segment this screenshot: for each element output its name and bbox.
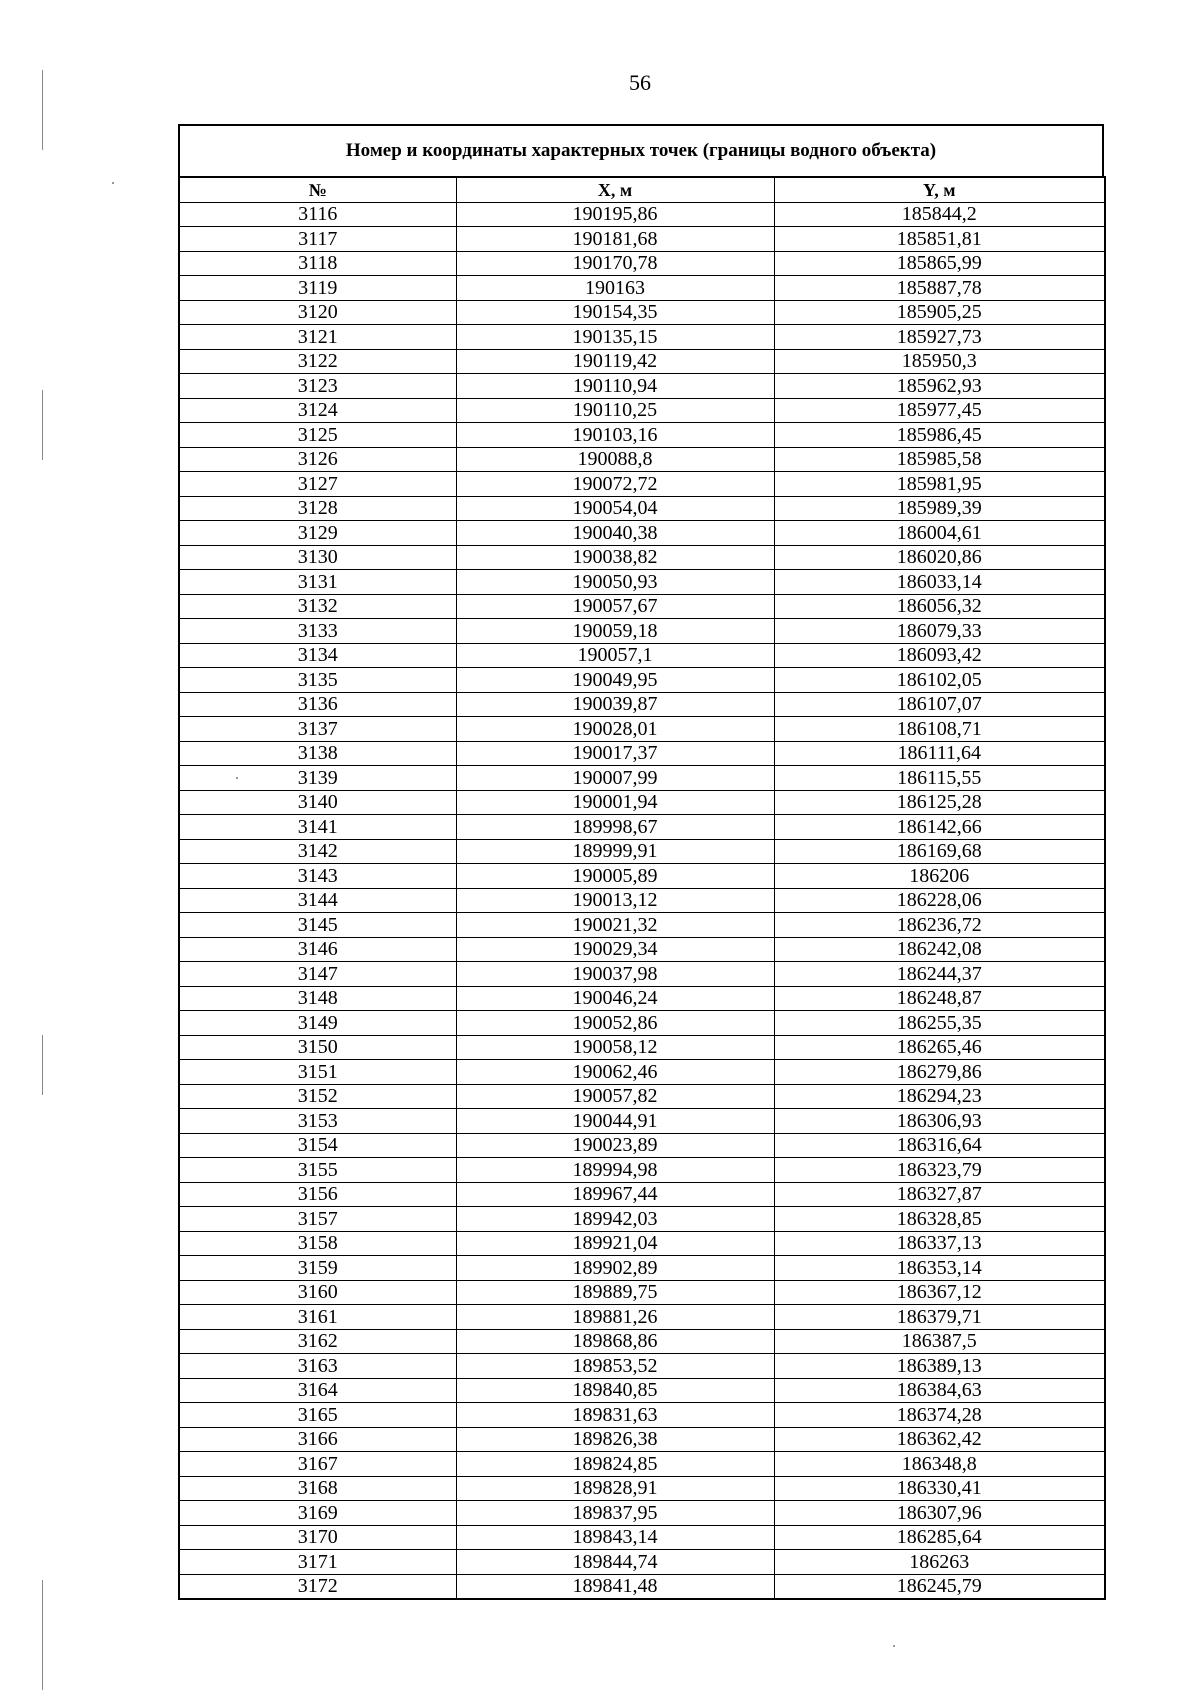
- x-coordinate-cell: 190029,34: [456, 937, 774, 962]
- point-number-cell: 3162: [179, 1329, 456, 1354]
- table-row: [179, 619, 1105, 644]
- y-coordinate-cell: 185950,3: [774, 349, 1105, 374]
- x-coordinate-cell: 190057,67: [456, 594, 774, 619]
- y-coordinate-cell: 185844,2: [774, 202, 1105, 227]
- y-coordinate-cell: 186306,93: [774, 1109, 1105, 1134]
- table-row: [179, 251, 1105, 276]
- table-row: [179, 300, 1105, 325]
- point-number-cell: 3146: [179, 937, 456, 962]
- table-row: [179, 1207, 1105, 1232]
- x-coordinate-cell: 189967,44: [456, 1182, 774, 1207]
- table-row: [179, 1231, 1105, 1256]
- table-row: [179, 1011, 1105, 1036]
- table-row: [179, 447, 1105, 472]
- y-coordinate-cell: 186056,32: [774, 594, 1105, 619]
- y-coordinate-cell: 186374,28: [774, 1403, 1105, 1428]
- y-coordinate-cell: 186348,8: [774, 1452, 1105, 1477]
- x-coordinate-cell: 190005,89: [456, 864, 774, 889]
- point-number-cell: 3142: [179, 839, 456, 864]
- point-number-cell: 3141: [179, 815, 456, 840]
- table-row: [179, 1182, 1105, 1207]
- table-row: [179, 521, 1105, 546]
- y-coordinate-cell: 186367,12: [774, 1280, 1105, 1305]
- x-coordinate-cell: 190040,38: [456, 521, 774, 546]
- point-number-cell: 3151: [179, 1060, 456, 1085]
- y-coordinate-cell: 185962,93: [774, 374, 1105, 399]
- x-coordinate-cell: 189840,85: [456, 1378, 774, 1403]
- table-row: [179, 496, 1105, 521]
- scan-margin-mark: [42, 1035, 43, 1095]
- x-coordinate-cell: 190163: [456, 276, 774, 301]
- x-coordinate-cell: 190110,25: [456, 398, 774, 423]
- point-number-cell: 3157: [179, 1207, 456, 1232]
- y-coordinate-cell: 185977,45: [774, 398, 1105, 423]
- point-number-cell: 3130: [179, 545, 456, 570]
- point-number-cell: 3169: [179, 1501, 456, 1526]
- table-row: [179, 643, 1105, 668]
- x-coordinate-cell: 190181,68: [456, 227, 774, 252]
- point-number-cell: 3145: [179, 913, 456, 938]
- table-row: [179, 545, 1105, 570]
- table-row: [179, 202, 1105, 227]
- y-coordinate-cell: 185986,45: [774, 423, 1105, 448]
- x-coordinate-cell: 190170,78: [456, 251, 774, 276]
- x-coordinate-cell: 190017,37: [456, 741, 774, 766]
- y-coordinate-cell: 185927,73: [774, 325, 1105, 350]
- x-coordinate-cell: 189853,52: [456, 1354, 774, 1379]
- table-row: [179, 839, 1105, 864]
- y-coordinate-cell: 186244,37: [774, 962, 1105, 987]
- y-coordinate-cell: 185989,39: [774, 496, 1105, 521]
- table-row: [179, 1378, 1105, 1403]
- table-header-row: [179, 177, 1105, 202]
- y-coordinate-cell: 186387,5: [774, 1329, 1105, 1354]
- y-coordinate-cell: 186107,07: [774, 692, 1105, 717]
- table-row: [179, 325, 1105, 350]
- point-number-cell: 3152: [179, 1084, 456, 1109]
- y-coordinate-cell: 186020,86: [774, 545, 1105, 570]
- table-row: [179, 1060, 1105, 1085]
- point-number-cell: 3161: [179, 1305, 456, 1330]
- y-coordinate-cell: 186115,55: [774, 766, 1105, 791]
- x-coordinate-cell: 190154,35: [456, 300, 774, 325]
- point-number-cell: 3148: [179, 986, 456, 1011]
- table-row: [179, 1280, 1105, 1305]
- x-coordinate-cell: 190072,72: [456, 472, 774, 497]
- point-number-cell: 3134: [179, 643, 456, 668]
- table-row: [179, 1403, 1105, 1428]
- x-coordinate-cell: 189994,98: [456, 1158, 774, 1183]
- point-number-cell: 3154: [179, 1133, 456, 1158]
- y-coordinate-cell: 186111,64: [774, 741, 1105, 766]
- point-number-cell: 3127: [179, 472, 456, 497]
- y-coordinate-cell: 186337,13: [774, 1231, 1105, 1256]
- table-row: [179, 1035, 1105, 1060]
- y-coordinate-cell: 186206: [774, 864, 1105, 889]
- x-coordinate-cell: 189942,03: [456, 1207, 774, 1232]
- table-row: [179, 349, 1105, 374]
- point-number-cell: 3149: [179, 1011, 456, 1036]
- y-coordinate-cell: 186033,14: [774, 570, 1105, 595]
- point-number-cell: 3129: [179, 521, 456, 546]
- point-number-cell: 3153: [179, 1109, 456, 1134]
- x-coordinate-cell: 189837,95: [456, 1501, 774, 1526]
- x-coordinate-cell: 189881,26: [456, 1305, 774, 1330]
- table-row: [179, 692, 1105, 717]
- table-row: [179, 398, 1105, 423]
- y-coordinate-cell: 186093,42: [774, 643, 1105, 668]
- x-coordinate-cell: 190119,42: [456, 349, 774, 374]
- table-row: [179, 1550, 1105, 1575]
- table-row: [179, 1354, 1105, 1379]
- point-number-cell: 3123: [179, 374, 456, 399]
- y-coordinate-cell: 186353,14: [774, 1256, 1105, 1281]
- table-row: [179, 374, 1105, 399]
- x-coordinate-cell: 189828,91: [456, 1476, 774, 1501]
- y-coordinate-cell: 186142,66: [774, 815, 1105, 840]
- x-coordinate-cell: 190049,95: [456, 668, 774, 693]
- y-coordinate-cell: 186255,35: [774, 1011, 1105, 1036]
- y-coordinate-cell: 186248,87: [774, 986, 1105, 1011]
- y-coordinate-cell: 186245,79: [774, 1574, 1105, 1599]
- x-coordinate-cell: 189998,67: [456, 815, 774, 840]
- point-number-cell: 3133: [179, 619, 456, 644]
- x-coordinate-cell: 189999,91: [456, 839, 774, 864]
- table-row: [179, 937, 1105, 962]
- y-coordinate-cell: 186242,08: [774, 937, 1105, 962]
- y-coordinate-cell: 186236,72: [774, 913, 1105, 938]
- table-row: [179, 472, 1105, 497]
- y-coordinate-cell: 186169,68: [774, 839, 1105, 864]
- x-coordinate-cell: 190038,82: [456, 545, 774, 570]
- point-number-cell: 3118: [179, 251, 456, 276]
- point-number-cell: 3121: [179, 325, 456, 350]
- x-coordinate-cell: 190023,89: [456, 1133, 774, 1158]
- table-row: [179, 276, 1105, 301]
- table-row: [179, 1476, 1105, 1501]
- point-number-cell: 3171: [179, 1550, 456, 1575]
- x-coordinate-cell: 190135,15: [456, 325, 774, 350]
- point-number-cell: 3147: [179, 962, 456, 987]
- x-coordinate-cell: 189826,38: [456, 1427, 774, 1452]
- x-coordinate-cell: 190054,04: [456, 496, 774, 521]
- y-coordinate-cell: 186328,85: [774, 1207, 1105, 1232]
- y-coordinate-cell: 186079,33: [774, 619, 1105, 644]
- point-number-cell: 3167: [179, 1452, 456, 1477]
- point-number-cell: 3164: [179, 1378, 456, 1403]
- table-row: [179, 913, 1105, 938]
- table-row: [179, 1256, 1105, 1281]
- point-number-cell: 3172: [179, 1574, 456, 1599]
- point-number-cell: 3158: [179, 1231, 456, 1256]
- table-row: [179, 1329, 1105, 1354]
- x-coordinate-cell: 189824,85: [456, 1452, 774, 1477]
- table-row: [179, 423, 1105, 448]
- y-coordinate-cell: 186279,86: [774, 1060, 1105, 1085]
- table-row: [179, 815, 1105, 840]
- y-coordinate-cell: 186265,46: [774, 1035, 1105, 1060]
- x-coordinate-cell: 190057,82: [456, 1084, 774, 1109]
- x-coordinate-cell: 189868,86: [456, 1329, 774, 1354]
- point-number-cell: 3143: [179, 864, 456, 889]
- point-number-cell: 3124: [179, 398, 456, 423]
- table-row: [179, 766, 1105, 791]
- y-coordinate-cell: 186307,96: [774, 1501, 1105, 1526]
- point-number-cell: 3156: [179, 1182, 456, 1207]
- table-row: [179, 570, 1105, 595]
- scan-speck: [112, 182, 114, 184]
- y-coordinate-cell: 186379,71: [774, 1305, 1105, 1330]
- table-row: [179, 1158, 1105, 1183]
- point-number-cell: 3168: [179, 1476, 456, 1501]
- x-coordinate-cell: 189841,48: [456, 1574, 774, 1599]
- table-row: [179, 1109, 1105, 1134]
- y-coordinate-cell: 186285,64: [774, 1525, 1105, 1550]
- x-coordinate-cell: 190059,18: [456, 619, 774, 644]
- table-row: [179, 1305, 1105, 1330]
- column-header-number: №: [179, 177, 456, 202]
- table-row: [179, 1501, 1105, 1526]
- y-coordinate-cell: 186125,28: [774, 790, 1105, 815]
- point-number-cell: 3131: [179, 570, 456, 595]
- y-coordinate-cell: 186228,06: [774, 888, 1105, 913]
- point-number-cell: 3144: [179, 888, 456, 913]
- table-row: [179, 668, 1105, 693]
- x-coordinate-cell: 190039,87: [456, 692, 774, 717]
- point-number-cell: 3140: [179, 790, 456, 815]
- scan-margin-mark: [42, 1580, 43, 1690]
- x-coordinate-cell: 189889,75: [456, 1280, 774, 1305]
- x-coordinate-cell: 190195,86: [456, 202, 774, 227]
- y-coordinate-cell: 186389,13: [774, 1354, 1105, 1379]
- y-coordinate-cell: 186384,63: [774, 1378, 1105, 1403]
- y-coordinate-cell: 186362,42: [774, 1427, 1105, 1452]
- x-coordinate-cell: 190057,1: [456, 643, 774, 668]
- x-coordinate-cell: 189831,63: [456, 1403, 774, 1428]
- table-caption: Номер и координаты характерных точек (границы водного объекта): [178, 124, 1104, 176]
- table-row: [179, 1084, 1105, 1109]
- point-number-cell: 3160: [179, 1280, 456, 1305]
- table-row: [179, 864, 1105, 889]
- y-coordinate-cell: 186327,87: [774, 1182, 1105, 1207]
- x-coordinate-cell: 190103,16: [456, 423, 774, 448]
- table-row: [179, 1452, 1105, 1477]
- point-number-cell: 3138: [179, 741, 456, 766]
- point-number-cell: 3126: [179, 447, 456, 472]
- column-header-x: X, м: [456, 177, 774, 202]
- y-coordinate-cell: 186316,64: [774, 1133, 1105, 1158]
- table-row: [179, 227, 1105, 252]
- point-number-cell: 3166: [179, 1427, 456, 1452]
- x-coordinate-cell: 189902,89: [456, 1256, 774, 1281]
- point-number-cell: 3122: [179, 349, 456, 374]
- x-coordinate-cell: 190028,01: [456, 717, 774, 742]
- x-coordinate-cell: 190001,94: [456, 790, 774, 815]
- point-number-cell: 3120: [179, 300, 456, 325]
- x-coordinate-cell: 190110,94: [456, 374, 774, 399]
- x-coordinate-cell: 189921,04: [456, 1231, 774, 1256]
- table-row: [179, 962, 1105, 987]
- point-number-cell: 3132: [179, 594, 456, 619]
- point-number-cell: 3139: [179, 766, 456, 791]
- y-coordinate-cell: 186294,23: [774, 1084, 1105, 1109]
- table-row: [179, 1427, 1105, 1452]
- point-number-cell: 3128: [179, 496, 456, 521]
- coordinates-table: [178, 176, 1106, 1600]
- y-coordinate-cell: 185985,58: [774, 447, 1105, 472]
- table-row: [179, 741, 1105, 766]
- y-coordinate-cell: 185851,81: [774, 227, 1105, 252]
- y-coordinate-cell: 186330,41: [774, 1476, 1105, 1501]
- table-row: [179, 717, 1105, 742]
- point-number-cell: 3136: [179, 692, 456, 717]
- point-number-cell: 3163: [179, 1354, 456, 1379]
- point-number-cell: 3119: [179, 276, 456, 301]
- x-coordinate-cell: 190007,99: [456, 766, 774, 791]
- column-header-y: Y, м: [774, 177, 1105, 202]
- x-coordinate-cell: 190052,86: [456, 1011, 774, 1036]
- x-coordinate-cell: 190021,32: [456, 913, 774, 938]
- point-number-cell: 3137: [179, 717, 456, 742]
- table-row: [179, 1525, 1105, 1550]
- x-coordinate-cell: 190058,12: [456, 1035, 774, 1060]
- y-coordinate-cell: 185905,25: [774, 300, 1105, 325]
- page-number: 56: [629, 70, 651, 95]
- y-coordinate-cell: 186108,71: [774, 717, 1105, 742]
- scan-margin-mark: [42, 390, 43, 460]
- point-number-cell: 3155: [179, 1158, 456, 1183]
- coordinates-table-block: [178, 124, 1104, 1600]
- table-row: [179, 594, 1105, 619]
- table-row: [179, 1574, 1105, 1599]
- point-number-cell: 3117: [179, 227, 456, 252]
- point-number-cell: 3150: [179, 1035, 456, 1060]
- x-coordinate-cell: 190062,46: [456, 1060, 774, 1085]
- x-coordinate-cell: 190088,8: [456, 447, 774, 472]
- table-row: [179, 986, 1105, 1011]
- scan-margin-mark: [42, 70, 43, 150]
- point-number-cell: 3125: [179, 423, 456, 448]
- point-number-cell: 3165: [179, 1403, 456, 1428]
- x-coordinate-cell: 189843,14: [456, 1525, 774, 1550]
- x-coordinate-cell: 190013,12: [456, 888, 774, 913]
- x-coordinate-cell: 190050,93: [456, 570, 774, 595]
- table-row: [179, 1133, 1105, 1158]
- y-coordinate-cell: 186102,05: [774, 668, 1105, 693]
- y-coordinate-cell: 186004,61: [774, 521, 1105, 546]
- x-coordinate-cell: 190044,91: [456, 1109, 774, 1134]
- scan-speck: [893, 1645, 895, 1647]
- y-coordinate-cell: 186263: [774, 1550, 1105, 1575]
- point-number-cell: 3116: [179, 202, 456, 227]
- x-coordinate-cell: 190037,98: [456, 962, 774, 987]
- table-row: [179, 888, 1105, 913]
- x-coordinate-cell: 189844,74: [456, 1550, 774, 1575]
- y-coordinate-cell: 186323,79: [774, 1158, 1105, 1183]
- y-coordinate-cell: 185865,99: [774, 251, 1105, 276]
- table-row: [179, 790, 1105, 815]
- y-coordinate-cell: 185981,95: [774, 472, 1105, 497]
- point-number-cell: 3135: [179, 668, 456, 693]
- x-coordinate-cell: 190046,24: [456, 986, 774, 1011]
- point-number-cell: 3159: [179, 1256, 456, 1281]
- y-coordinate-cell: 185887,78: [774, 276, 1105, 301]
- point-number-cell: 3170: [179, 1525, 456, 1550]
